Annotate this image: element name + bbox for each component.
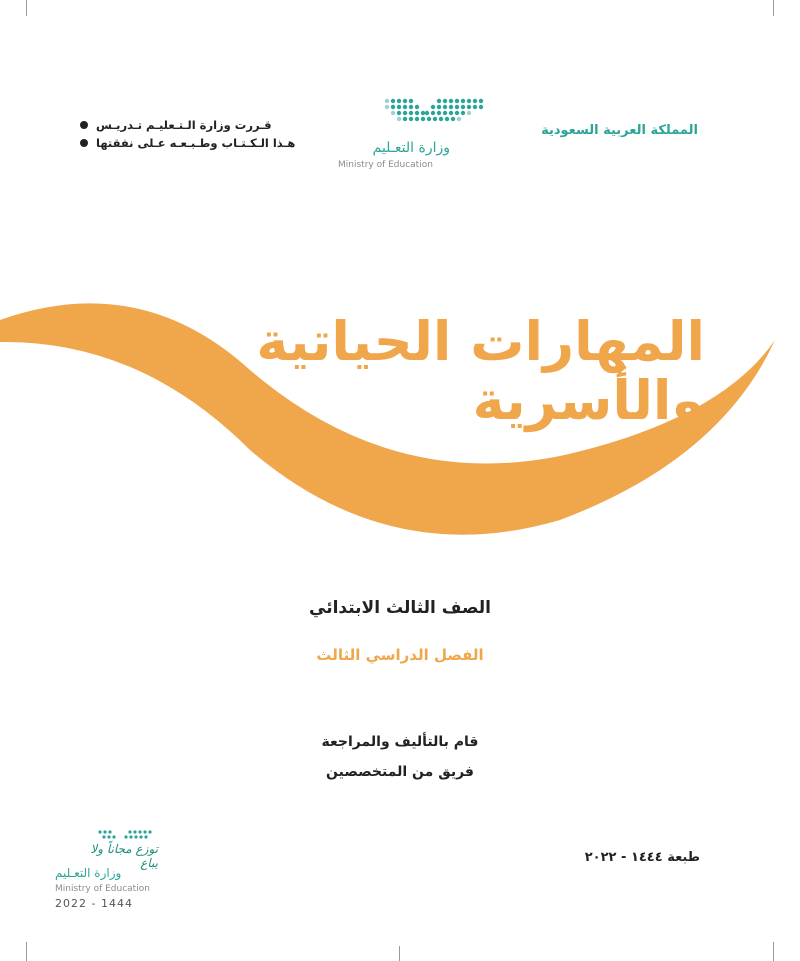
kingdom-name: المملكة العربية السعودية [541,123,698,138]
grade-level: الصف الثالث الابتدائي [309,598,491,618]
approval-line-2 [80,136,298,150]
ministry-name-english-footer: Ministry of Education [55,884,150,894]
ministry-name-arabic: وزارة التعـليم [372,140,450,156]
crop-mark-top-right [773,0,774,16]
approval-statement [80,118,298,154]
crop-mark-top-left [26,0,27,16]
bullet-icon [80,121,88,129]
crop-mark-bottom-mid [399,946,400,961]
semester: الفصل الدراسي الثالث [316,646,484,664]
crop-mark-bottom-left [26,942,27,961]
ministry-name-arabic-footer: وزارة التعـليم [55,866,122,880]
approval-line-text: قـررت وزارة الـتـعليـم تـدريـس [96,118,272,132]
ministry-name-english: Ministry of Education [338,160,433,170]
book-title: المهارات الحياتية والأسرية [256,310,705,433]
authored-by: قام بالتأليف والمراجعة [321,734,479,750]
edition: طبعة ١٤٤٤ - ٢٠٢٢ [584,850,700,865]
author-team: فريق من المتخصصين [326,764,474,780]
publication-year: 2022 - 1444 [55,897,133,910]
crop-mark-bottom-right [773,942,774,961]
free-distribution-text: توزع مجاناً ولا يباع [90,842,158,870]
bullet-icon [80,139,88,147]
approval-line-text: هـذا الـكـتـاب وطـبـعـه عـلى نفقتها [96,136,296,150]
approval-line-1 [80,118,298,132]
